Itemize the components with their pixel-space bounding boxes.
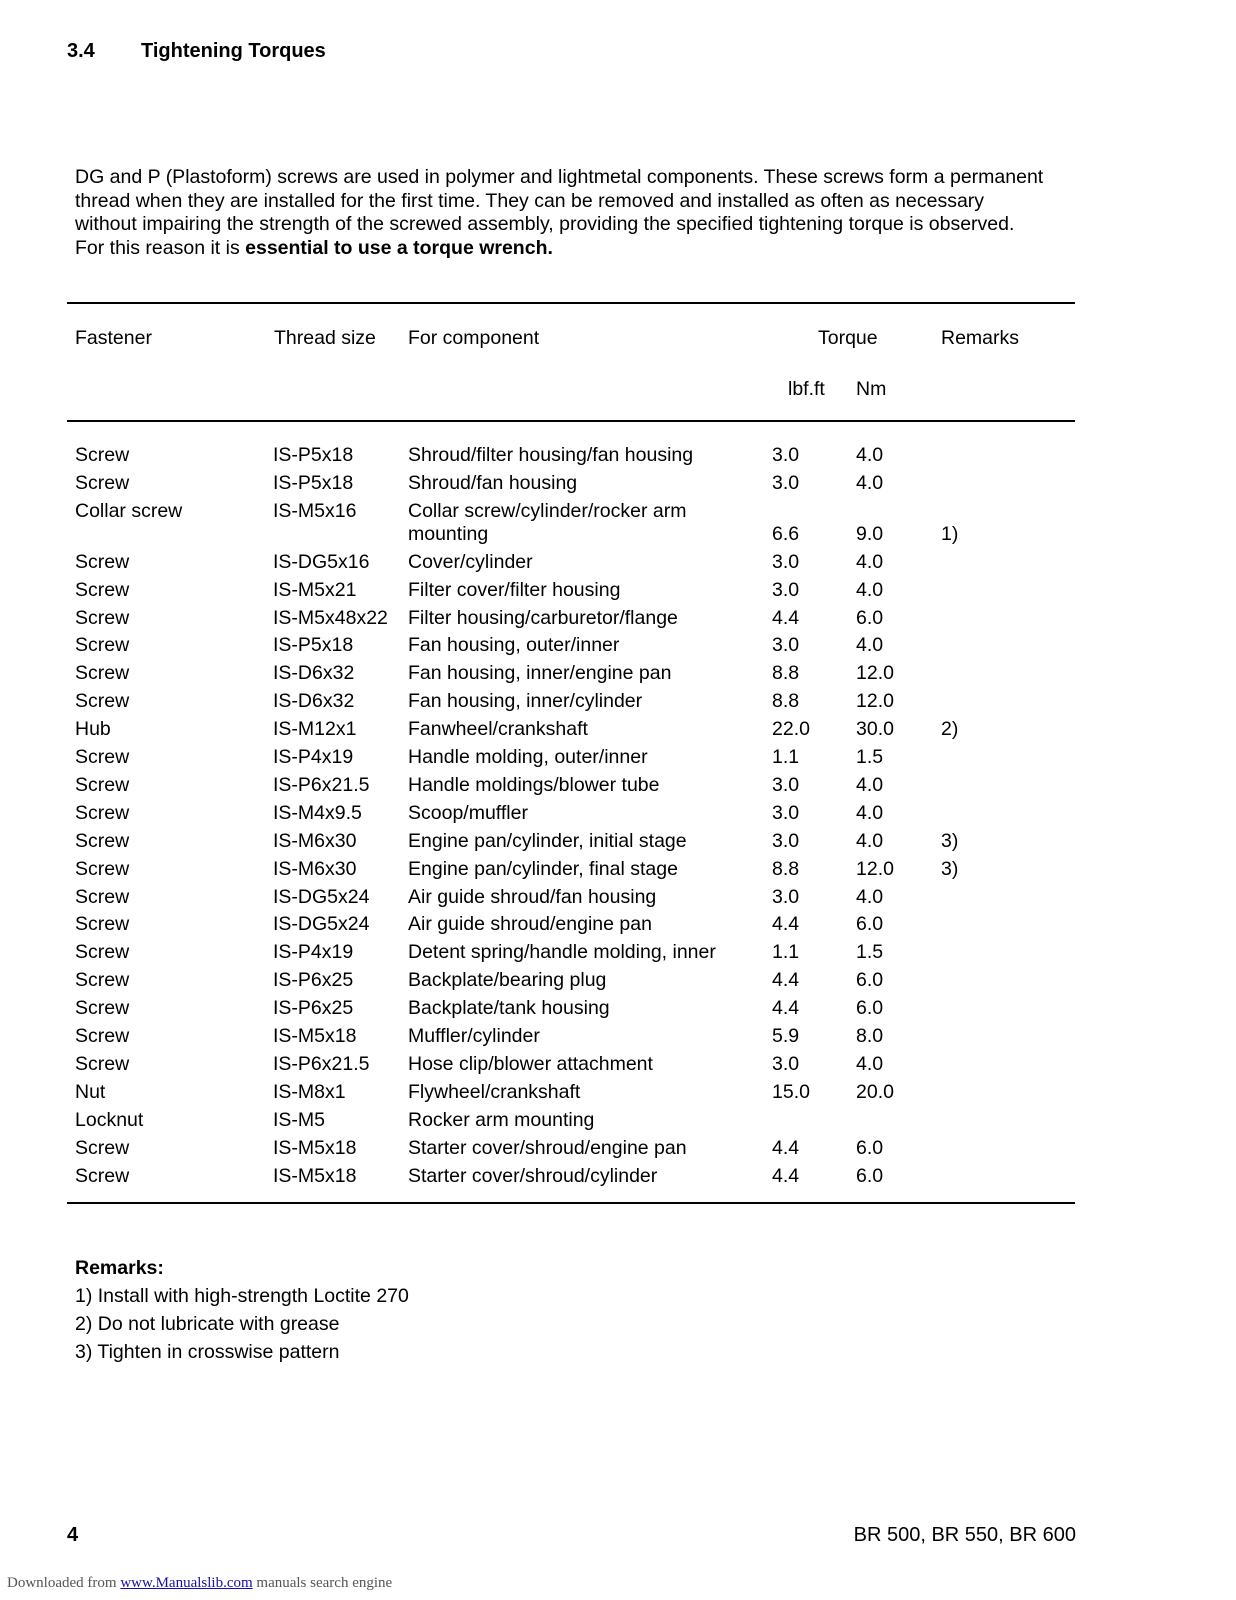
table-header-rule [67, 420, 1075, 422]
cell-component: Starter cover/shroud/engine pan [408, 1136, 687, 1159]
remarks-block [75, 1254, 409, 1366]
header-fastener: Fastener [75, 327, 152, 349]
cell-fastener: Screw [75, 444, 130, 466]
header-lbf-ft: lbf.ft [788, 378, 825, 400]
cell-lbf-ft: 4.4 [772, 913, 800, 936]
cell-nm: 1.5 [856, 746, 884, 768]
cell-component: Fan housing, inner/engine pan [408, 662, 672, 685]
intro-line: without impairing the strength of the screwed assembly, providing the specified tightening torque is observed. [75, 213, 1015, 235]
remark-item: 1) Install with high-strength Loctite 270 [75, 1285, 409, 1307]
cell-lbf-ft: 8.8 [772, 690, 800, 713]
cell-nm: 4.0 [856, 801, 884, 824]
cell-nm: 4.0 [856, 829, 884, 852]
cell-component: Cover/cylinder [408, 550, 533, 573]
cell-component: Air guide shroud/engine pan [408, 913, 652, 936]
cell-lbf-ft: 4.4 [772, 969, 800, 992]
cell-fastener: Screw [75, 969, 130, 992]
cell-fastener: Screw [75, 857, 130, 880]
cell-nm: 6.0 [856, 1136, 884, 1159]
cell-component: Scoop/muffler [408, 801, 528, 824]
cell-fastener: Screw [75, 1052, 130, 1075]
cell-thread-size: IS-M5x16 [273, 499, 357, 522]
cell-thread-size: IS-P4x19 [273, 941, 354, 964]
intro-paragraph [75, 166, 1085, 260]
cell-thread-size: IS-M6x30 [273, 857, 357, 880]
cell-fastener: Screw [75, 773, 130, 796]
header-torque: Torque [818, 327, 878, 349]
cell-lbf-ft: 3.0 [772, 829, 800, 852]
cell-lbf-ft: 3.0 [772, 801, 800, 824]
cell-nm: 6.0 [856, 997, 884, 1020]
cell-lbf-ft: 3.0 [772, 1052, 800, 1075]
remark-item: 3) Tighten in crosswise pattern [75, 1341, 340, 1363]
page-number: 4 [67, 1524, 79, 1546]
cell-thread-size: IS-DG5x16 [273, 550, 370, 573]
cell-fastener: Screw [75, 997, 130, 1020]
cell-component: Handle molding, outer/inner [408, 746, 648, 768]
cell-thread-size: IS-DG5x24 [273, 913, 370, 936]
header-thread-size: Thread size [274, 327, 376, 349]
cell-nm: 9.0 [856, 522, 884, 545]
cell-component: Shroud/filter housing/fan housing [408, 444, 694, 466]
cell-thread-size: IS-M5x48x22 [273, 606, 388, 629]
cell-lbf-ft: 8.8 [772, 662, 800, 685]
cell-lbf-ft: 3.0 [772, 444, 800, 466]
cell-nm: 8.0 [856, 1025, 884, 1047]
cell-component: Fan housing, outer/inner [408, 634, 620, 657]
cell-component: Hose clip/blower attachment [408, 1052, 653, 1075]
cell-fastener: Screw [75, 746, 130, 768]
cell-nm: 4.0 [856, 885, 884, 908]
cell-thread-size: IS-M8x1 [273, 1080, 346, 1103]
cell-thread-size: IS-P6x21.5 [273, 1052, 370, 1075]
cell-lbf-ft: 3.0 [772, 773, 800, 796]
download-prefix: Downloaded from [7, 1575, 121, 1591]
cell-remark: 3) [941, 857, 959, 880]
cell-nm: 20.0 [856, 1080, 894, 1103]
cell-fastener: Screw [75, 801, 130, 824]
intro-line: DG and P (Plastoform) screws are used in polymer and lightmetal components. These screws form a permanent [75, 166, 1044, 188]
cell-lbf-ft: 5.9 [772, 1025, 800, 1047]
cell-nm: 1.5 [856, 941, 884, 964]
cell-thread-size: IS-D6x32 [273, 690, 355, 713]
cell-lbf-ft: 4.4 [772, 1136, 800, 1159]
cell-thread-size: IS-P5x18 [273, 471, 354, 494]
cell-thread-size: IS-M5x18 [273, 1164, 357, 1187]
cell-thread-size: IS-P6x25 [273, 969, 354, 992]
manualslib-link[interactable]: www.Manualslib.com [120, 1575, 253, 1591]
cell-fastener: Locknut [75, 1108, 144, 1131]
table-bottom-rule [67, 1202, 1075, 1204]
cell-nm: 6.0 [856, 969, 884, 992]
cell-nm: 4.0 [856, 444, 884, 466]
cell-nm: 12.0 [856, 662, 894, 685]
cell-nm: 12.0 [856, 690, 894, 713]
cell-component: Handle moldings/blower tube [408, 773, 660, 796]
download-notice [7, 1575, 392, 1592]
cell-fastener: Screw [75, 471, 130, 494]
cell-nm: 12.0 [856, 857, 894, 880]
intro-plain-text: For this reason it is [75, 236, 246, 259]
cell-lbf-ft: 3.0 [772, 578, 800, 601]
cell-fastener: Screw [75, 885, 130, 908]
cell-component: Rocker arm mounting [408, 1108, 595, 1131]
cell-component: Filter housing/carburetor/flange [408, 606, 678, 629]
cell-thread-size: IS-M5x21 [273, 578, 357, 601]
cell-component: Engine pan/cylinder, initial stage [408, 829, 687, 852]
cell-component: Fan housing, inner/cylinder [408, 690, 643, 713]
cell-nm: 4.0 [856, 550, 884, 573]
cell-lbf-ft: 1.1 [772, 941, 800, 964]
cell-component: Backplate/tank housing [408, 997, 610, 1020]
cell-lbf-ft: 15.0 [772, 1080, 810, 1103]
cell-fastener: Screw [75, 606, 130, 629]
cell-fastener: Screw [75, 1164, 130, 1187]
header-component: For component [408, 327, 540, 349]
cell-nm: 4.0 [856, 773, 884, 796]
intro-line-last [75, 237, 1085, 261]
cell-thread-size: IS-M6x30 [273, 829, 357, 852]
cell-thread-size: IS-P4x19 [273, 746, 354, 768]
download-suffix: manuals search engine [252, 1575, 393, 1591]
footer-models: BR 500, BR 550, BR 600 [853, 1524, 1076, 1546]
cell-component: Air guide shroud/fan housing [408, 885, 657, 908]
cell-fastener: Screw [75, 1136, 130, 1159]
cell-thread-size: IS-M12x1 [273, 718, 357, 741]
cell-fastener: Screw [75, 550, 130, 573]
cell-component: Collar screw/cylinder/rocker arm [408, 499, 687, 522]
cell-component: Engine pan/cylinder, final stage [408, 857, 678, 880]
cell-thread-size: IS-D6x32 [273, 662, 355, 685]
intro-emphasis: essential to use a torque wrench. [245, 236, 553, 259]
cell-nm: 4.0 [856, 634, 884, 657]
cell-lbf-ft: 4.4 [772, 606, 800, 629]
cell-lbf-ft: 3.0 [772, 471, 800, 494]
cell-fastener: Screw [75, 913, 130, 936]
cell-lbf-ft: 6.6 [772, 522, 800, 545]
cell-nm: 4.0 [856, 1052, 884, 1075]
cell-thread-size: IS-P5x18 [273, 444, 354, 466]
cell-fastener: Screw [75, 1025, 130, 1047]
cell-remark: 3) [941, 829, 959, 852]
header-nm: Nm [856, 378, 887, 400]
cell-lbf-ft: 4.4 [772, 997, 800, 1020]
cell-remark: 2) [941, 718, 959, 741]
cell-thread-size: IS-P5x18 [273, 634, 354, 657]
cell-lbf-ft: 8.8 [772, 857, 800, 880]
cell-component-continued: mounting [408, 522, 489, 545]
cell-remark: 1) [941, 522, 959, 545]
cell-component: Starter cover/shroud/cylinder [408, 1164, 658, 1187]
cell-lbf-ft: 3.0 [772, 550, 800, 573]
cell-nm: 4.0 [856, 578, 884, 601]
remarks-title: Remarks: [75, 1257, 164, 1279]
section-title: Tightening Torques [141, 40, 326, 62]
cell-thread-size: IS-M5 [273, 1108, 326, 1131]
cell-lbf-ft: 3.0 [772, 885, 800, 908]
cell-component: Fanwheel/crankshaft [408, 718, 588, 741]
cell-component: Filter cover/filter housing [408, 578, 621, 601]
cell-thread-size: IS-DG5x24 [273, 885, 370, 908]
section-number: 3.4 [67, 40, 95, 62]
cell-lbf-ft: 1.1 [772, 746, 800, 768]
cell-fastener: Screw [75, 941, 130, 964]
cell-fastener: Screw [75, 662, 130, 685]
cell-fastener: Screw [75, 690, 130, 713]
cell-fastener: Screw [75, 634, 130, 657]
cell-nm: 6.0 [856, 913, 884, 936]
cell-thread-size: IS-P6x21.5 [273, 773, 370, 796]
cell-component: Flywheel/crankshaft [408, 1080, 581, 1103]
cell-component: Backplate/bearing plug [408, 969, 607, 992]
cell-component: Shroud/fan housing [408, 471, 578, 494]
cell-thread-size: IS-M5x18 [273, 1025, 357, 1047]
cell-lbf-ft: 4.4 [772, 1164, 800, 1187]
cell-fastener: Nut [75, 1080, 106, 1103]
cell-thread-size: IS-M4x9.5 [273, 801, 362, 824]
table-top-rule [67, 302, 1075, 304]
cell-thread-size: IS-M5x18 [273, 1136, 357, 1159]
header-remarks: Remarks [941, 327, 1020, 349]
cell-fastener: Screw [75, 829, 130, 852]
cell-nm: 30.0 [856, 718, 894, 741]
cell-nm: 4.0 [856, 471, 884, 494]
cell-fastener: Collar screw [75, 499, 183, 522]
remark-item: 2) Do not lubricate with grease [75, 1313, 340, 1335]
cell-lbf-ft: 3.0 [772, 634, 800, 657]
cell-lbf-ft: 22.0 [772, 718, 810, 741]
cell-fastener: Screw [75, 578, 130, 601]
cell-nm: 6.0 [856, 606, 884, 629]
cell-component: Detent spring/handle molding, inner [408, 941, 716, 964]
intro-line: thread when they are installed for the first time. They can be removed and installed as often as necessary [75, 189, 985, 212]
cell-thread-size: IS-P6x25 [273, 997, 354, 1020]
cell-component: Muffler/cylinder [408, 1025, 540, 1047]
cell-fastener: Hub [75, 718, 111, 741]
cell-nm: 6.0 [856, 1164, 884, 1187]
